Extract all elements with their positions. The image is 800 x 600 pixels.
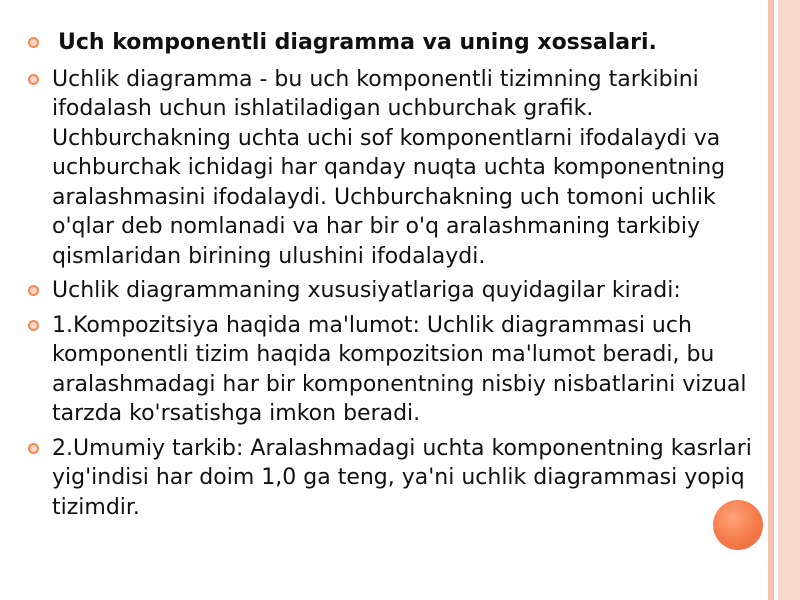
bullet-item-feature-2	[28, 434, 758, 523]
decorative-orange-circle	[713, 500, 763, 550]
slide-bullet-list	[28, 28, 758, 527]
bullet-text: Uchlik diagramma - bu uch komponentli tizimning tarkibini ifodalash uchun ishlatiladigan uchburchak grafik. Uchburchakning uchta uchi sof komponentlarni ifodalaydi va uchburchak ichidagi har qanday nuqta uchta komponentning aralashmasini ifodalaydi. Uchburchakning uch tomoni uchlik o'qlar deb nomlanadi va har bir o'q aralashmaning tarkibiy qismlaridan birining ulushini ifodalaydi.	[52, 66, 726, 269]
slide-heading-item	[28, 28, 758, 58]
decorative-side-stripe-outer	[778, 0, 800, 600]
bullet-text: 2.Umumiy tarkib: Aralashmadagi uchta komponentning kasrlari yig'indisi har doim 1,0 ga teng, ya'ni uchlik diagrammasi yopiq tizimdir.	[52, 435, 752, 520]
bullet-circle-icon	[28, 285, 39, 296]
bullet-circle-icon	[28, 37, 39, 48]
bullet-item-features-intro	[28, 276, 758, 306]
slide-heading: Uch komponentli diagramma va uning xossalari.	[58, 30, 657, 55]
bullet-item-feature-1	[28, 311, 758, 429]
bullet-text: Uchlik diagrammaning xususiyatlariga quyidagilar kiradi:	[52, 278, 681, 303]
bullet-item-definition	[28, 65, 758, 272]
bullet-text: 1.Kompozitsiya haqida ma'lumot: Uchlik diagrammasi uch komponentli tizim haqida kompozitsion ma'lumot beradi, bu aralashmadagi har bir komponentning nisbiy nisbatlarini vizual tarzda ko'rsatishga imkon beradi.	[52, 312, 747, 426]
bullet-circle-icon	[28, 443, 39, 454]
bullet-circle-icon	[28, 320, 39, 331]
bullet-circle-icon	[28, 74, 39, 85]
decorative-side-stripe-inner	[768, 0, 774, 600]
